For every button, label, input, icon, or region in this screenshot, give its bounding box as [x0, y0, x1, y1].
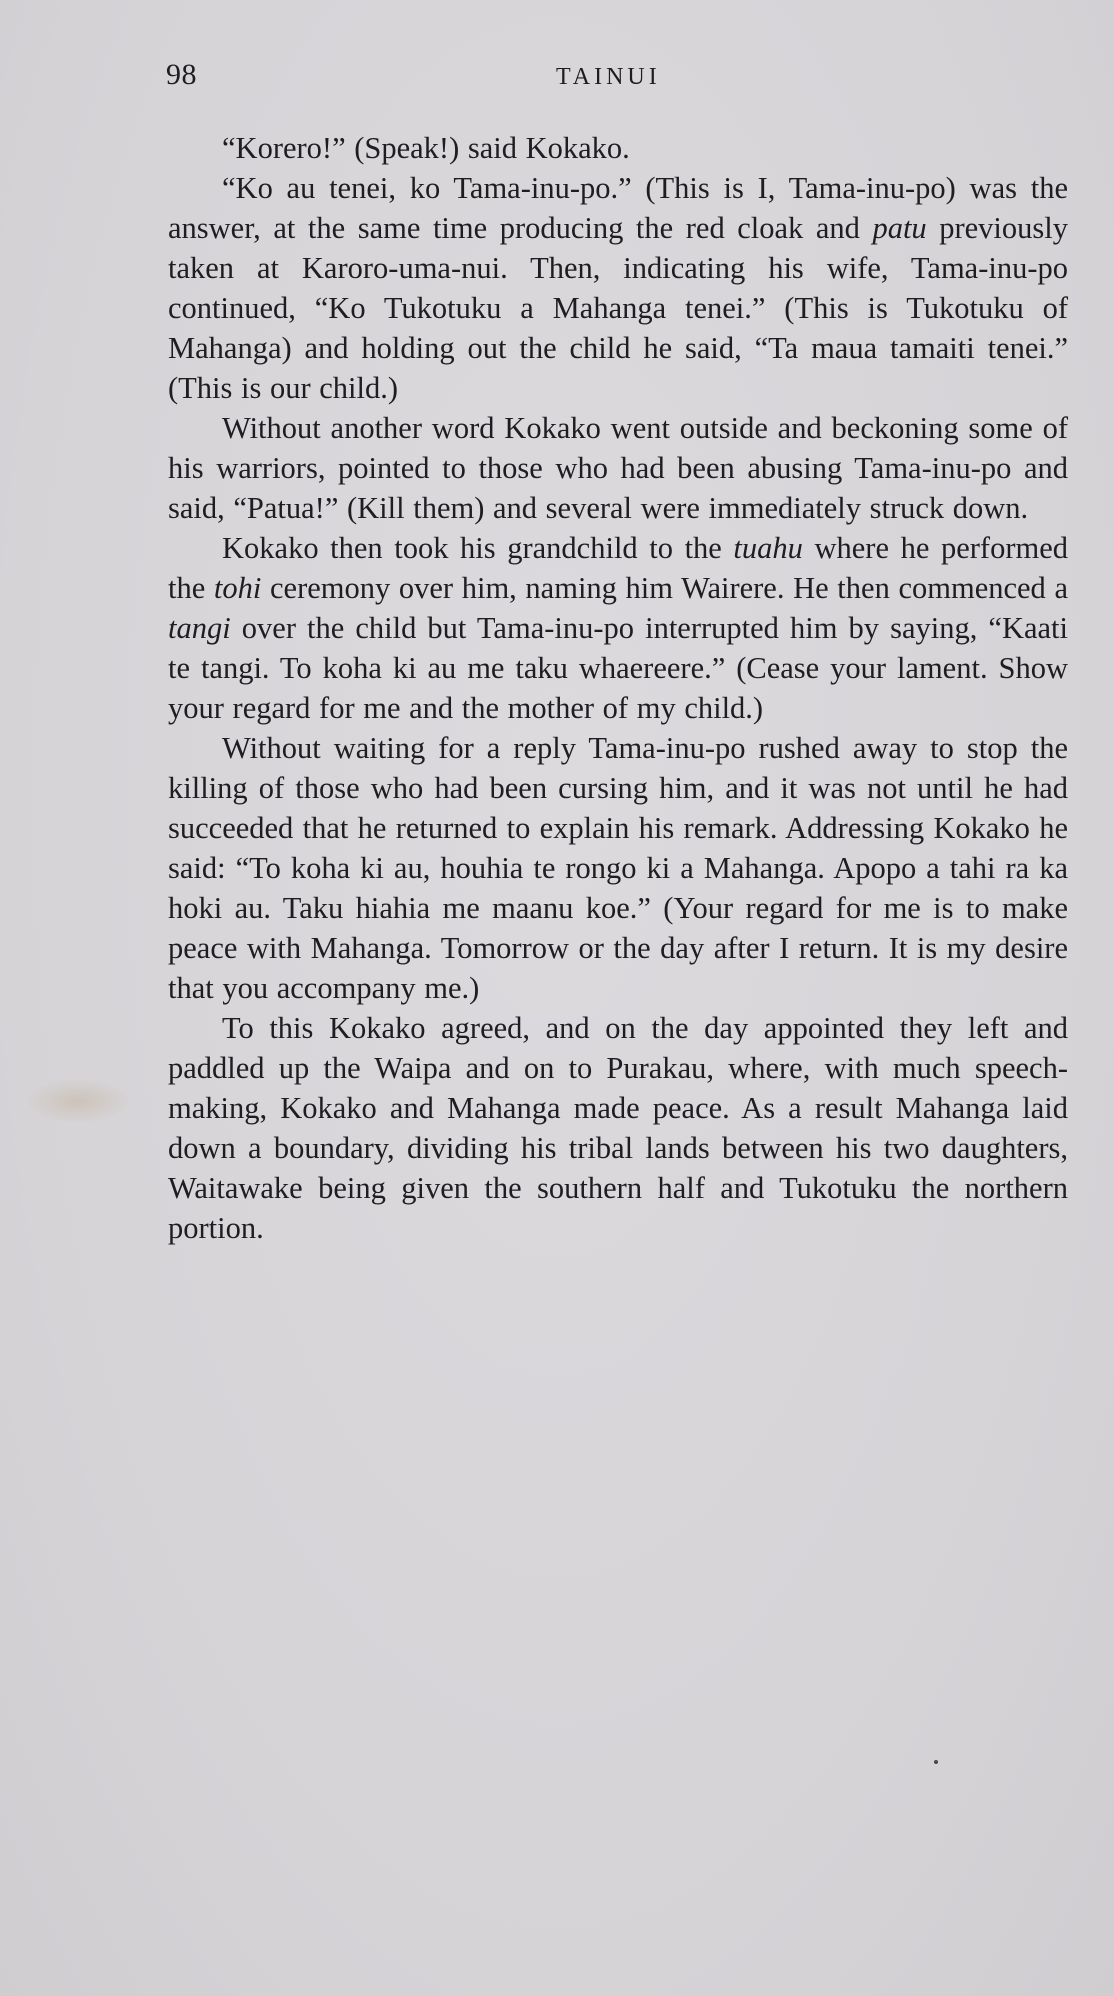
- italic-term: patu: [872, 211, 927, 245]
- text-run: ceremony over him, naming him Wairere. He then commenced a: [261, 571, 1068, 605]
- text-run: over the child but Tama-inu-po interrupted him by saying, “Kaati te tangi. To koha ki au me taku whaereere.” (Cease your lament. Show your regard for me and the mother of my child.): [168, 611, 1068, 725]
- paragraph: [168, 728, 1068, 1008]
- ink-speck: [934, 1760, 938, 1764]
- text-run: To this Kokako agreed, and on the day appointed they left and paddled up the Waipa and on to Purakau, where, with much speech-making, Kokako and Mahanga made peace. As a result Mahanga laid down a boundary, dividing his tribal lands between his two daughters, Waitawake being given the southern half and Tukotuku the northern portion.: [168, 1011, 1068, 1245]
- italic-term: tuahu: [733, 531, 803, 565]
- text-run: Without another word Kokako went outside and beckoning some of his warriors, pointed to those who had been abusing Tama-inu-po and said, “Patua!” (Kill them) and several were immediately struck down.: [168, 411, 1068, 525]
- paragraph: [168, 408, 1068, 528]
- paragraph: [168, 528, 1068, 728]
- paragraph: [168, 1008, 1068, 1248]
- paper-stain: [28, 1080, 128, 1122]
- text-run: Kokako then took his grandchild to the: [222, 531, 734, 565]
- page-header: [166, 58, 1076, 98]
- page-number: 98: [166, 58, 197, 91]
- text-run: “Ko au tenei, ko Tama-inu-po.” (This is I, Tama-inu-po) was the answer, at the same time producing the red cloak and: [168, 171, 1068, 245]
- body-text: [168, 128, 1068, 1248]
- paragraph: [168, 128, 1068, 168]
- italic-term: tohi: [213, 571, 262, 605]
- italic-term: tangi: [168, 611, 231, 645]
- paragraph: [168, 168, 1068, 408]
- text-run: where he performed the: [168, 531, 1068, 605]
- text-run: previously taken at Karoro-uma-nui. Then, indicating his wife, Tama-inu-po continued, “Ko Tukotuku a Mahanga tenei.” (This is Tukotuku of Mahanga) and holding out the child he said, “Ta maua tamaiti tenei.” (This is our child.): [168, 211, 1069, 405]
- text-run: “Korero!” (Speak!) said Kokako.: [222, 131, 630, 165]
- running-title: TAINUI: [556, 64, 661, 90]
- text-run: Without waiting for a reply Tama-inu-po rushed away to stop the killing of those who had been cursing him, and it was not until he had succeeded that he returned to explain his remark. Addressing Kokako he said: “To koha ki au, houhia te rongo ki a Mahanga. Apopo a tahi ra ka hoki au. Taku hiahia me maanu koe.” (Your regard for me is to make peace with Mahanga. Tomorrow or the day after I return. It is my desire that you accompany me.): [168, 731, 1068, 1005]
